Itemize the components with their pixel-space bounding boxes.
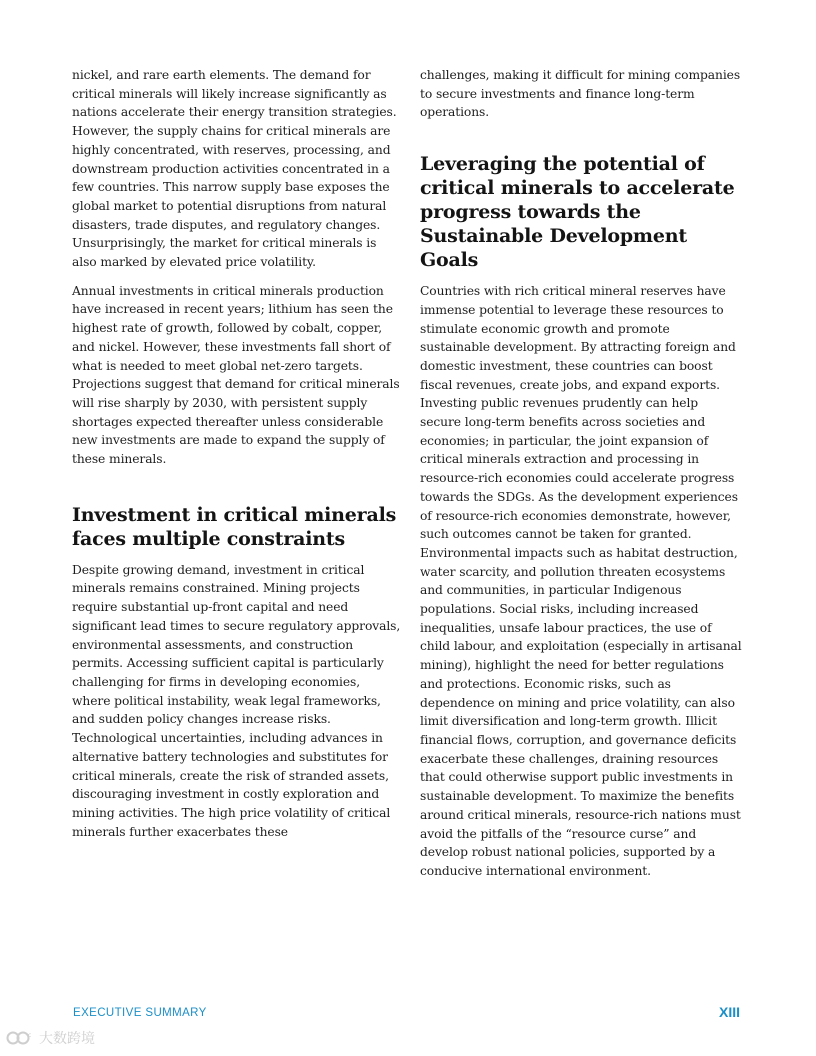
section-heading-leveraging-potential: Leveraging the potential of critical minerals to accelerate progress towards the Sustainable Development Goals bbox=[420, 153, 735, 272]
body-paragraph: Countries with rich critical mineral reserves have immense potential to leverage these resources to stimulate economic growth and promote sustainable development. By attracting foreign and domestic investment, these countries can boost fiscal revenues, create jobs, and expand exports. Investing public revenues prudently can help secure long-term benefits across societies and economies; in particular, the joint expansion of critical minerals extraction and processing in resource-rich economies could accelerate progress towards the SDGs. As the development experiences of resource-rich economies demonstrate, however, such outcomes cannot be taken for granted. Environmental impacts such as habitat destruction, water scarcity, and pollution threaten ecosystems and communities, in particular Indigenous populations. Social risks, including increased inequalities, unsafe labour practices, the use of child labour, and exploitation (especially in artisanal mining), highlight the need for better regulations and protections. Economic risks, such as dependence on mining and price volatility, can also limit diversification and long-term growth. Illicit financial flows, corruption, and governance deficits exacerbate these challenges, draining resources that could otherwise support public investments in sustainable development. To maximize the benefits around critical minerals, resource-rich nations must avoid the pitfalls of the “resource curse” and develop robust national policies, supported by a conducive international environment. bbox=[420, 284, 742, 878]
left-column bbox=[72, 66, 402, 851]
body-paragraph: Annual investments in critical minerals production have increased in recent years; lithium has seen the highest rate of growth, followed by cobalt, copper, and nickel. However, these investments fall short of what is needed to meet global net-zero targets. Projections suggest that demand for critical minerals will rise sharply by 2030, with persistent supply shortages expected thereafter unless considerable new investments are made to expand the supply of these minerals. bbox=[72, 283, 400, 467]
watermark bbox=[6, 1028, 95, 1048]
body-paragraph: nickel, and rare earth elements. The demand for critical minerals will likely increase significantly as nations accelerate their energy transition strategies. However, the supply chains for critical minerals are highly concentrated, with reserves, processing, and downstream production activities concentrated in a few countries. This narrow supply base exposes the global market to potential disruptions from natural disasters, trade disputes, and regulatory changes. Unsurprisingly, the market for critical minerals is also marked by elevated price volatility. bbox=[72, 68, 397, 270]
section-heading-investment-constraints: Investment in critical minerals faces multiple constraints bbox=[72, 503, 397, 550]
footer-section-label: EXECUTIVE SUMMARY bbox=[73, 1007, 207, 1019]
right-column bbox=[420, 66, 742, 891]
watermark-logo-icon bbox=[6, 1030, 36, 1046]
body-paragraph: challenges, making it difficult for mining companies to secure investments and finance long-term operations. bbox=[420, 68, 741, 120]
page-number: XIII bbox=[719, 1004, 741, 1020]
watermark-text: 大数跨境 bbox=[39, 1031, 95, 1047]
svg-text:c: c bbox=[28, 1032, 32, 1039]
body-paragraph: Despite growing demand, investment in critical minerals remains constrained. Mining projects require substantial up-front capital and need significant lead times to secure regulatory approvals, environmental assessments, and construction permits. Accessing sufficient capital is particularly challenging for firms in developing economies, where political instability, weak legal frameworks, and sudden policy changes increase risks. Technological uncertainties, including advances in alternative battery technologies and substitutes for critical minerals, create the risk of stranded assets, discouraging investment in costly exploration and mining activities. The high price volatility of critical minerals further exacerbates these bbox=[72, 562, 401, 839]
